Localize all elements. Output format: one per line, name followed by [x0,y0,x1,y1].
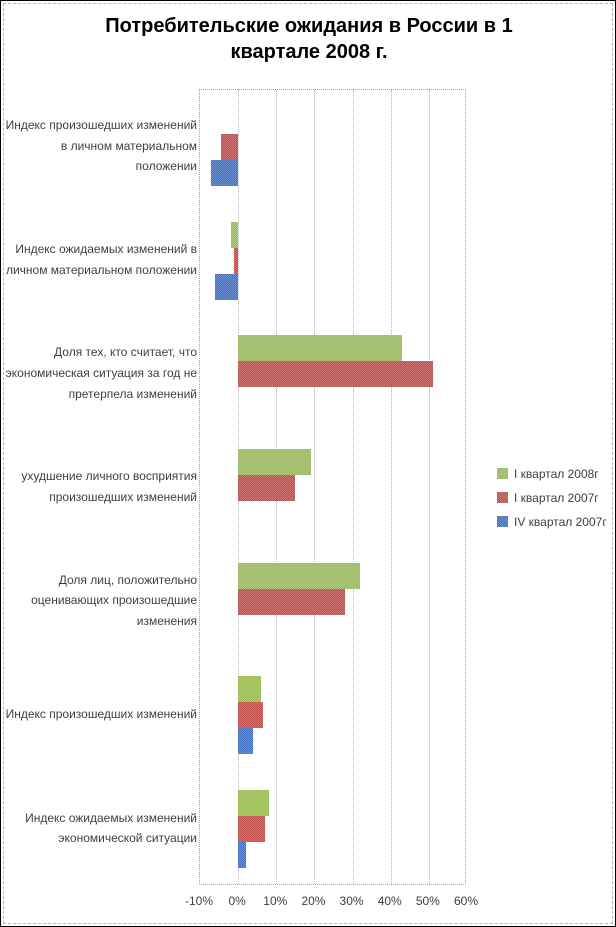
x-axis-tick-label: 10% [263,894,288,908]
x-axis-tick-label: 30% [339,894,364,908]
category-label: Индекс ожидаемых изменений в личном материальном положении [5,241,197,277]
legend-item [497,467,607,480]
legend-swatch-icon [497,468,508,479]
bar-q1-2008 [238,335,402,361]
gridline [314,90,315,884]
bar-q1-2007 [238,589,345,615]
bar-q1-2007 [234,248,238,274]
gridline [429,90,430,884]
bar-q1-2007 [238,361,433,387]
x-axis-tick-label: 0% [228,894,246,908]
plot-area [199,89,466,885]
bar-q1-2007 [238,475,295,501]
category-axis [5,89,197,885]
x-axis-tick-label: 40% [377,894,402,908]
category-label: Индекс ожидаемых изменений экономической ситуации [25,810,197,846]
legend-label: I квартал 2008г [514,466,599,481]
bar-q1-2007 [238,702,263,728]
legend-item [497,515,607,528]
bar-q1-2007 [221,134,238,160]
bar-q1-2008 [238,790,269,816]
bar-q4-2007 [211,160,238,186]
legend-swatch-icon [497,492,508,503]
x-axis-tick-label: 60% [453,894,479,908]
category-label: Индекс произошедших изменений в личном материальном положении [5,117,197,174]
legend-label: IV квартал 2007г [514,514,607,529]
bar-q4-2007 [238,842,246,868]
bar-q4-2007 [238,728,253,754]
legend-swatch-icon [497,516,508,527]
bar-q4-2007 [215,274,238,300]
bar-q1-2008 [238,563,360,589]
x-axis-tick-label: 20% [301,894,326,908]
category-label: Доля тех, кто считает, что экономическая ситуация за год не претерпела изменений [5,345,197,401]
legend-item [497,491,607,504]
category-label: Доля лиц, положительно оценивающих произошедшие изменения [31,572,197,628]
x-axis-tick-label: 50% [415,894,440,908]
bar-q1-2008 [231,222,239,248]
legend [497,467,607,539]
gridline [391,90,392,884]
bar-q1-2008 [238,676,261,702]
legend-label: I квартал 2007г [514,490,599,505]
chart-title: Потребительские ожидания в России в 1 квартале 2008 г. [105,15,513,63]
gridline [353,90,354,884]
value-axis [1,894,616,914]
x-axis-tick-label: -10% [184,894,213,908]
bar-q1-2007 [238,816,265,842]
category-label: Индекс произошедших изменений [5,707,197,722]
bar-q1-2008 [238,449,310,475]
category-label: ухудшение личного восприятия произошедших изменений [21,469,197,504]
